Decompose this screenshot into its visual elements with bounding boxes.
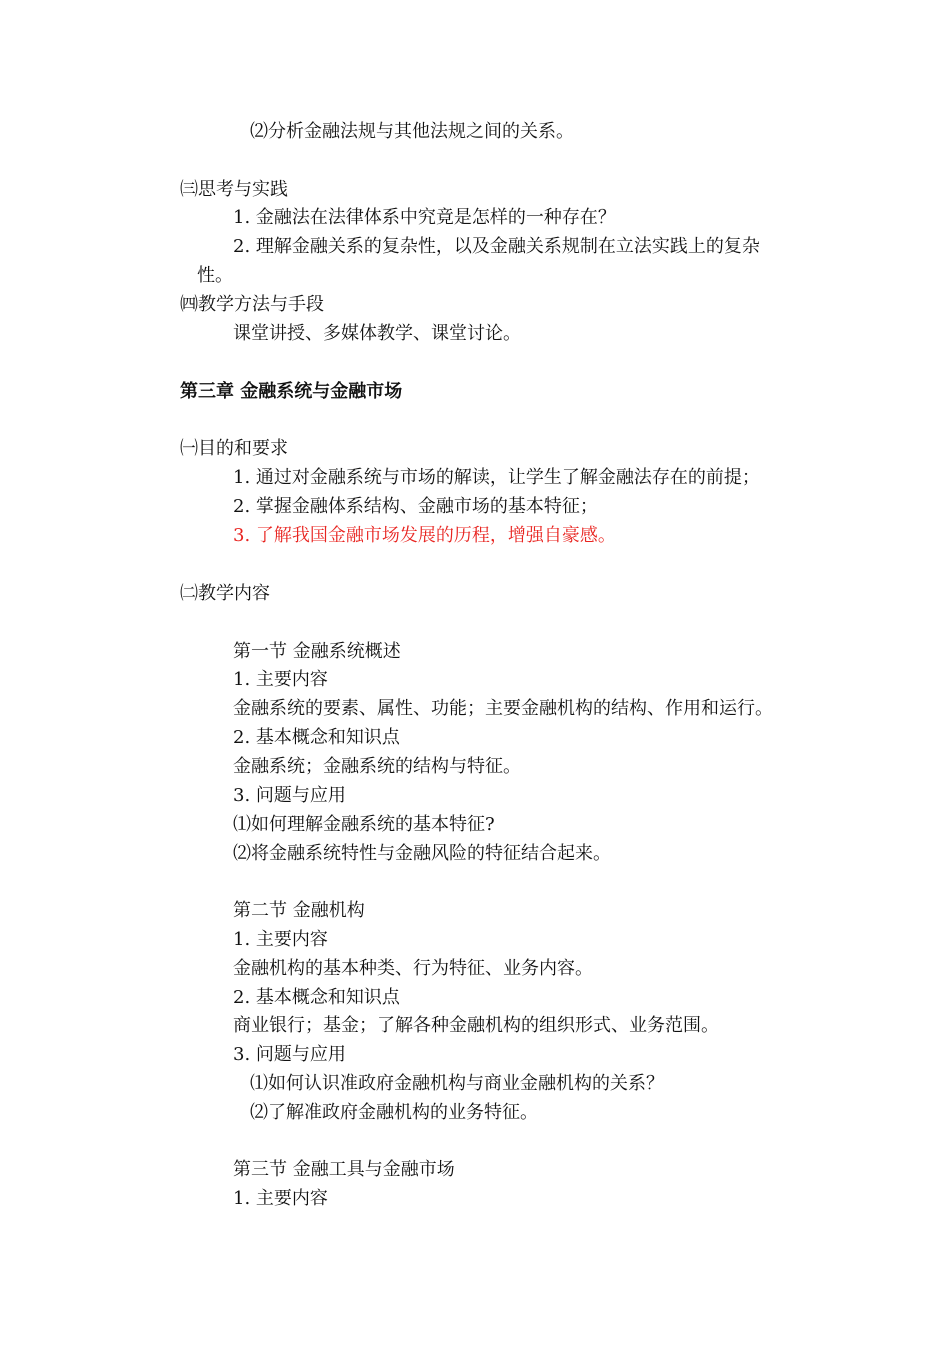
section-2-question-1: ⑴如何认识准政府金融机构与商业金融机构的关系？ (250, 1073, 664, 1094)
section-1-question-1: ⑴如何理解金融系统的基本特征? (233, 814, 495, 835)
section-2-question-2: ⑵了解准政府金融机构的业务特征。 (250, 1102, 538, 1123)
goal-item-highlighted: 3. 了解我国金融市场发展的历程，增强自豪感。 (233, 525, 616, 546)
goals-heading: ㈠目的和要求 (180, 438, 288, 459)
section-2-concepts-text: 商业银行；基金；了解各种金融机构的组织形式、业务范围。 (233, 1015, 719, 1036)
content-heading: ㈡教学内容 (180, 583, 270, 604)
methods-heading: ㈣教学方法与手段 (180, 294, 324, 315)
section-1-concepts-label: 2. 基本概念和知识点 (233, 727, 400, 748)
methods-text: 课堂讲授、多媒体教学、课堂讨论。 (233, 323, 521, 344)
section-2-main-label: 1. 主要内容 (233, 929, 328, 950)
practice-question-1: 1. 金融法在法律体系中究竟是怎样的一种存在？ (233, 207, 616, 228)
practice-question-2-cont: 性。 (197, 265, 233, 286)
section-2-main-text: 金融机构的基本种类、行为特征、业务内容。 (233, 958, 593, 979)
prev-item-2: ⑵分析金融法规与其他法规之间的关系。 (250, 121, 574, 142)
section-1-concepts-text: 金融系统；金融系统的结构与特征。 (233, 756, 521, 777)
section-2-questions-label: 3. 问题与应用 (233, 1044, 346, 1065)
goal-item: 1. 通过对金融系统与市场的解读，让学生了解金融法存在的前提； (233, 467, 760, 488)
section-1-question-2: ⑵将金融系统特性与金融风险的特征结合起来。 (233, 843, 611, 864)
practice-question-2: 2. 理解金融关系的复杂性，以及金融关系规制在立法实践上的复杂 (233, 236, 760, 257)
section-2-title: 第二节 金融机构 (233, 900, 365, 921)
goal-item: 2. 掌握金融体系结构、金融市场的基本特征； (233, 496, 598, 517)
section-2-concepts-label: 2. 基本概念和知识点 (233, 987, 400, 1008)
practice-heading: ㈢思考与实践 (180, 179, 288, 200)
chapter-title: 第三章 金融系统与金融市场 (180, 381, 403, 402)
section-1-main-text: 金融系统的要素、属性、功能；主要金融机构的结构、作用和运行。 (233, 698, 773, 719)
section-1-title: 第一节 金融系统概述 (233, 641, 401, 662)
section-1-main-label: 1. 主要内容 (233, 669, 328, 690)
section-3-title: 第三节 金融工具与金融市场 (233, 1159, 455, 1180)
section-3-main-label: 1. 主要内容 (233, 1188, 328, 1209)
section-1-questions-label: 3. 问题与应用 (233, 785, 346, 806)
